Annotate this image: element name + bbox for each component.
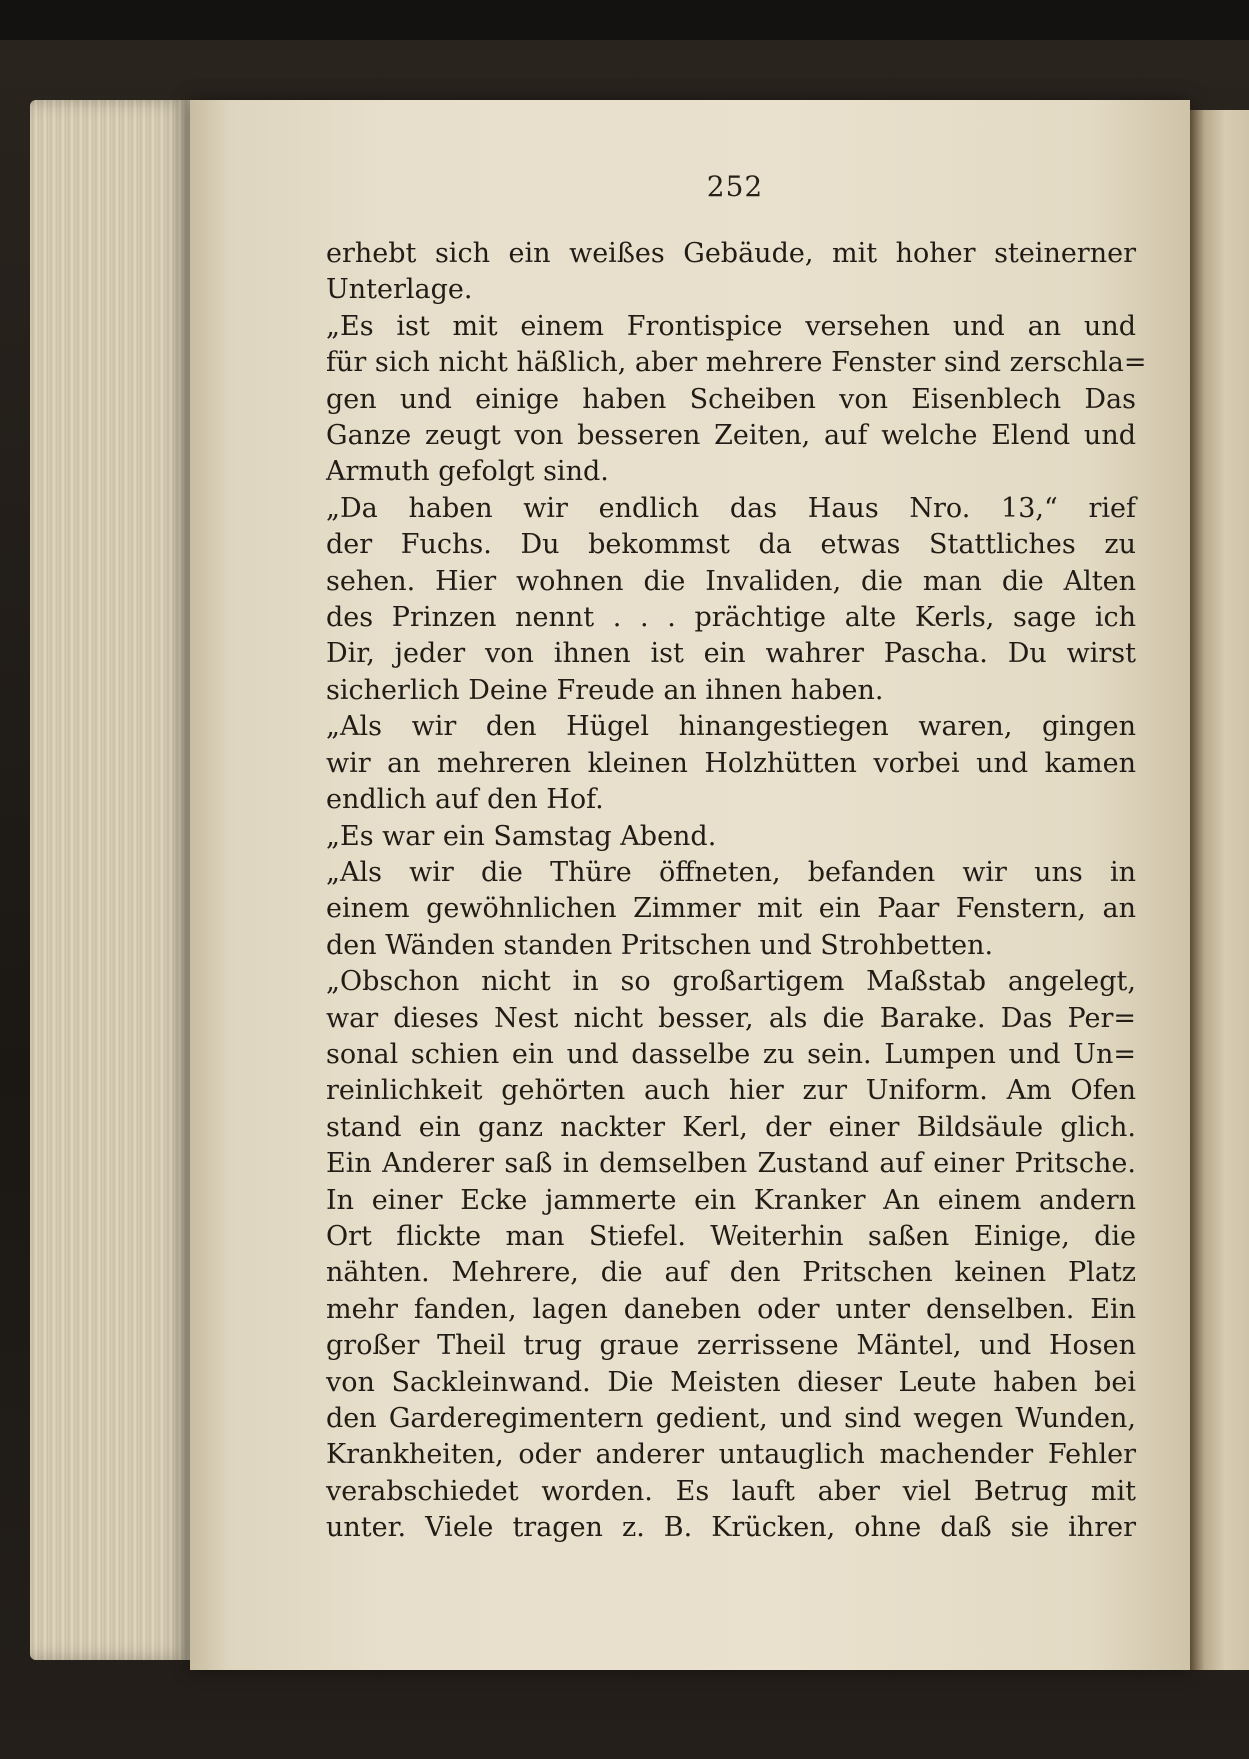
- text-line: einem gewöhnlichen Zimmer mit ein Paar Fenstern, an: [326, 893, 1136, 925]
- text-line: reinlichkeit gehörten auch hier zur Uniform. Am Ofen: [326, 1075, 1136, 1107]
- facing-page-edge: [1190, 110, 1249, 1670]
- text-line: unter. Viele tragen z. B. Krücken, ohne daß sie ihrer: [326, 1512, 1136, 1544]
- text-line: „Es ist mit einem Frontispice versehen und an und: [326, 310, 1136, 342]
- text-line: der Fuchs. Du bekommst da etwas Stattliches zu: [326, 529, 1136, 561]
- text-line: erhebt sich ein weißes Gebäude, mit hoher steinerner: [326, 238, 1136, 269]
- text-line: sicherlich Deine Freude an ihnen haben.: [326, 674, 884, 706]
- page-edges: [30, 100, 190, 1660]
- text-line: Ein Anderer saß in demselben Zustand auf einer Pritsche.: [326, 1148, 1136, 1180]
- page-number: 252: [706, 170, 764, 203]
- text-line: Armuth gefolgt sind.: [326, 456, 609, 488]
- text-line: stand ein ganz nackter Kerl, der einer Bildsäule glich.: [326, 1111, 1136, 1143]
- text-line: In einer Ecke jammerte ein Kranker An einem andern: [326, 1184, 1136, 1216]
- text-line: sonal schien ein und dasselbe zu sein. Lumpen und Un=: [326, 1038, 1136, 1070]
- text-line: für sich nicht häßlich, aber mehrere Fenster sind zerschla=: [326, 347, 1147, 379]
- text-line: den Garderegimentern gedient, und sind wegen Wunden,: [326, 1403, 1136, 1434]
- text-line: Ganze zeugt von besseren Zeiten, auf welche Elend und: [326, 420, 1136, 452]
- text-line: „Als wir die Thüre öffneten, befanden wir uns in: [326, 856, 1136, 888]
- text-line: mehr fanden, lagen daneben oder unter denselben. Ein: [326, 1293, 1136, 1325]
- text-line: sehen. Hier wohnen die Invaliden, die man die Alten: [326, 565, 1136, 597]
- text-line: „Obschon nicht in so großartigem Maßstab angelegt,: [326, 966, 1136, 998]
- text-line: „Als wir den Hügel hinangestiegen waren, gingen: [326, 711, 1136, 743]
- text-line: Unterlage.: [326, 274, 473, 306]
- text-line: endlich auf den Hof.: [326, 784, 604, 816]
- text-line: großer Theil trug graue zerrissene Mäntel, und Hosen: [326, 1330, 1136, 1362]
- text-line: gen und einige haben Scheiben von Eisenblech Das: [326, 383, 1136, 415]
- page-text: [326, 236, 1147, 1547]
- text-line: verabschiedet worden. Es lauft aber viel Betrug mit: [326, 1475, 1136, 1507]
- text-line: von Sackleinwand. Die Meisten dieser Leute haben bei: [326, 1366, 1136, 1398]
- text-line: Krankheiten, oder anderer untauglich machender Fehler: [326, 1439, 1136, 1471]
- text-line: des Prinzen nennt . . . prächtige alte Kerls, sage ich: [326, 602, 1136, 634]
- text-line: „Es war ein Samstag Abend.: [326, 820, 717, 852]
- text-line: Ort flickte man Stiefel. Weiterhin saßen Einige, die: [326, 1220, 1136, 1252]
- text-line: wir an mehreren kleinen Holzhütten vorbei und kamen: [326, 747, 1136, 779]
- text-line: „Da haben wir endlich das Haus Nro. 13,“ rief: [326, 492, 1136, 524]
- text-line: den Wänden standen Pritschen und Strohbetten.: [326, 929, 994, 961]
- text-line: nähten. Mehrere, die auf den Pritschen keinen Platz: [326, 1257, 1136, 1289]
- text-line: Dir, jeder von ihnen ist ein wahrer Pascha. Du wirst: [326, 638, 1136, 670]
- text-line: war dieses Nest nicht besser, als die Barake. Das Per=: [326, 1002, 1136, 1034]
